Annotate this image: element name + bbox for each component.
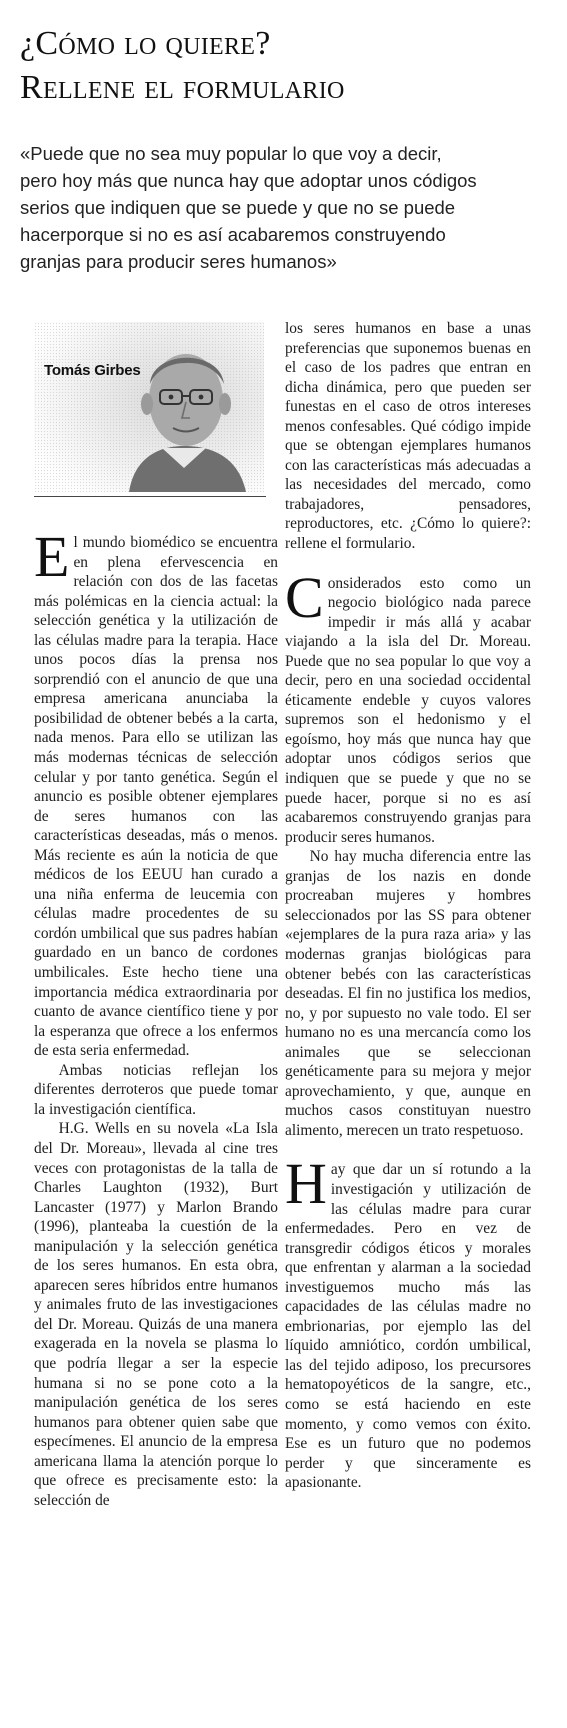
headline-line-1: ¿Cómo lo quiere? bbox=[20, 25, 271, 62]
article-paragraph: los seres humanos en base a unas preferencias que suponemos buenas en el caso de los padres que entran en dicha dinámica, pero que pueden ser funestas en el caso de otros intereses menos confesables. Qué código impide que se obtengan ejemplares humanos con las características más adecuadas a las necesidades del mercado, como trabajadores, pensadores, reproductores, etc. ¿Cómo lo quiere?: rellene el formulario. bbox=[285, 320, 531, 553]
headline-line-2: Rellene el formulario bbox=[20, 69, 345, 106]
article-column-right bbox=[285, 319, 531, 1493]
photo-divider bbox=[34, 496, 266, 497]
author-portrait-icon bbox=[34, 322, 264, 492]
article-headline bbox=[20, 22, 550, 110]
lead-quote-line: pero hoy más que nunca hay que adoptar unos códigos bbox=[20, 170, 477, 191]
article-paragraph: Hay que dar un sí rotundo a la investigación y utilización de las células madre para curar enfermedades. Pero en vez de transgredir códigos éticos y morales que enfrentan y alarman a la sociedad investiguemos mucho más las capacidades de las células madre no embrionarias, por ejemplo las del líquido amniótico, cordón umbilical, las del tejido adiposo, los precursores hematopoyéticos de la sangre, etc., como se está haciendo en este momento, y como vemos con éxito. Ese es un futuro que no podemos perder y que sinceramente es apasionante. bbox=[285, 1151, 531, 1492]
lead-quote-line: granjas para producir seres humanos» bbox=[20, 251, 337, 272]
author-photo-box bbox=[34, 322, 264, 492]
lead-quote bbox=[20, 140, 550, 275]
article-paragraph: Considerados esto como un negocio biológico nada parece impedir ir más allá y acabar viajando a la isla del Dr. Moreau. Puede que no sea popular lo que voy a decir, pero en una sociedad occidental éticamente endeble y cuyos valores supremos son el hedonismo y el egoísmo, hoy más que nunca hay que adoptar unos códigos serios que indiquen que se puede y que no se puede hacer, porque si no es así acabaremos construyendo granjas para producir seres humanos. bbox=[285, 564, 531, 846]
lead-quote-line: serios que indiquen que se puede y que no se puede bbox=[20, 197, 456, 218]
lead-quote-line: «Puede que no sea muy popular lo que voy a decir, bbox=[20, 143, 442, 164]
author-name: Tomás Girbes bbox=[44, 362, 141, 379]
article-paragraph: No hay mucha diferencia entre las granjas de los nazis en donde procreaban mujeres y hombres seleccionados por las SS para obtener «ejemplares de la pura raza aria» y las modernas granjas biológicas para obtener bebés con las características deseadas. El fin no justifica los medios, no, y por supuesto no vale todo. El ser humano no es una mercancía como los animales que se seleccionan genéticamente para su mejora y mejor aprovechamiento, y que, aunque en muchos casos constituyan nuestro alimento, merecen un trato respetuoso. bbox=[285, 848, 531, 1139]
article-column-left bbox=[34, 524, 278, 1510]
article-paragraph: El mundo biomédico se encuentra en plena efervescencia en relación con dos de las facetas más polémicas en la ciencia actual: la selección genética y la utilización de las células madre para la terapia. Hace unos pocos días la prensa nos sorprendió con el anuncio de que una empresa americana anunciaba la posibilidad de obtener bebés a la carta, nada menos. Para ello se utilizan las más modernas técnicas de selección celular y por tanto genética. Según el anuncio es posible obtener ejemplares de seres humanos con las características deseadas, más o menos. Más reciente es aún la noticia de que médicos de los EEUU han curado a una niña enferma de leucemia con células madre procedentes de su cordón umbilical que sus padres habían guardado en un banco de cordones umbilicales. Este hecho tiene una importancia médica extraordinaria por cuanto de avance científico tiene y por la esperanza que ofrece a los enfermos de esta seria enfermedad. bbox=[34, 524, 278, 1060]
lead-quote-line: hacerporque si no es así acabaremos construyendo bbox=[20, 224, 446, 245]
article-paragraph: Ambas noticias reflejan los diferentes derroteros que puede tomar la investigación científica. bbox=[34, 1061, 278, 1118]
article-paragraph: H.G. Wells en su novela «La Isla del Dr. Moreau», llevada al cine tres veces con protagonistas de la talla de Charles Laughton (1932), Burt Lancaster (1977) y Marlon Brando (1996), planteaba la cuestión de la manipulación y la selección genética de los seres humanos. En esta obra, aparecen seres híbridos entre humanos y animales fruto de las investigaciones del Dr. Moreau. Quizás de una manera exagerada en la novela se plasma lo que podría llegar a ser la especie humana si no se pone coto a la manipulación genética de los seres humanos para obtener quien sabe que especímenes. El anuncio de la empresa americana llama la atención porque lo que ofrece es precisamente esto: la selección de bbox=[34, 1120, 278, 1509]
